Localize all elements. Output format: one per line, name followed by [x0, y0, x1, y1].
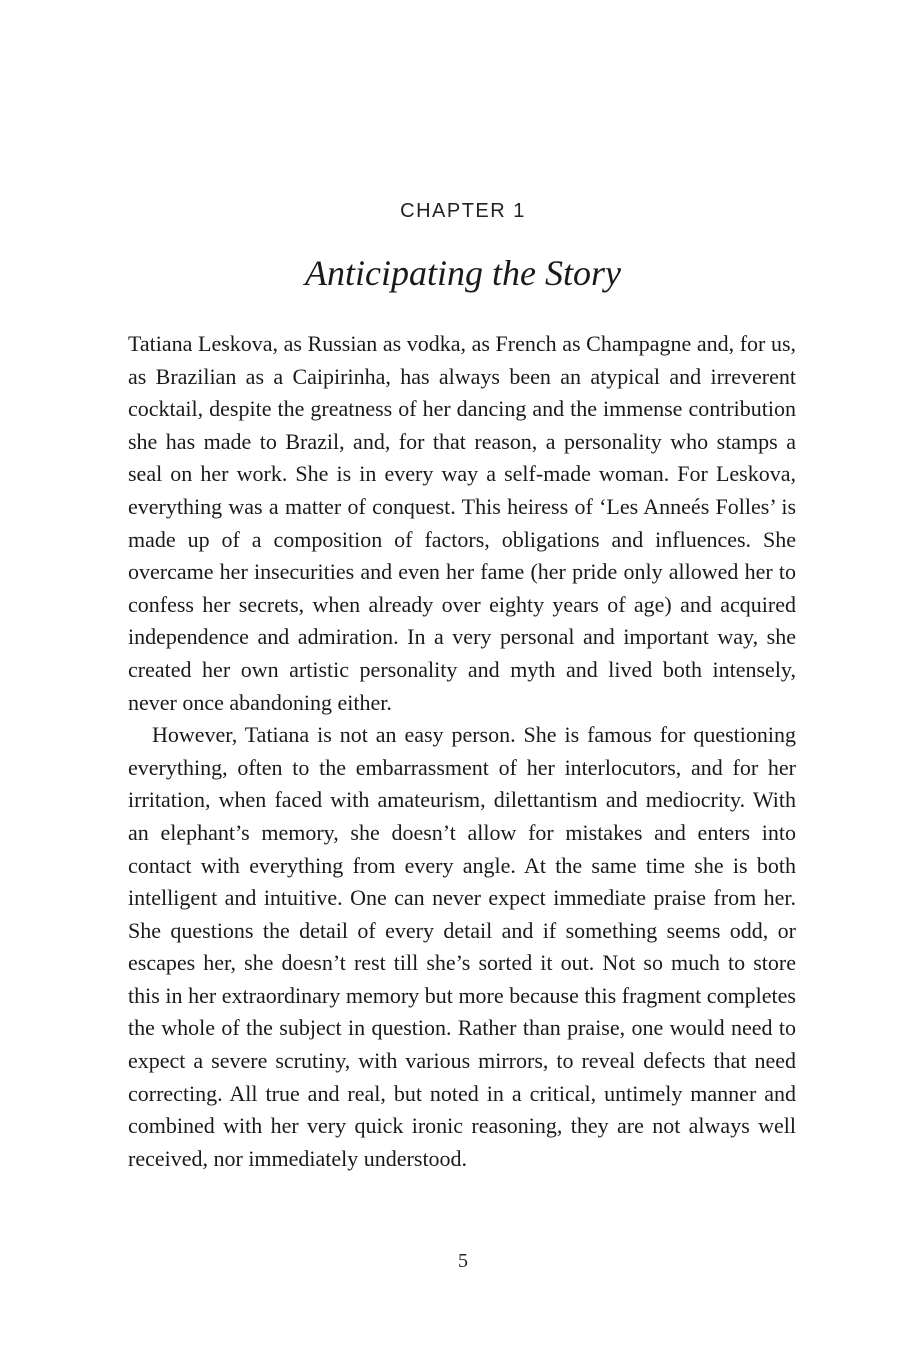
body-text — [128, 328, 796, 1175]
chapter-label: CHAPTER 1 — [400, 200, 526, 222]
paragraph: Tatiana Leskova, as Russian as vodka, as French as Champagne and, for us, as Brazilian as a Caipirinha, has always been an atypical and irreverent cocktail, despite the greatness of her dancing and the immense contribution she has made to Brazil, and, for that reason, a personality who stamps a seal on her work. She is in every way a self-made woman. For Leskova, everything was a matter of conquest. This heiress of ‘Les Anneés Folles’ is made up of a composition of factors, obligations and influences. She overcame her insecurities and even her fame (her pride only allowed her to confess her secrets, when already over eighty years of age) and acquired independence and admiration. In a very personal and important way, she created her own artistic personality and myth and lived both intensely, never once abandoning either. — [128, 331, 796, 715]
chapter-title: Anticipating the Story — [305, 253, 621, 293]
page-number: 5 — [458, 1250, 468, 1272]
paragraph: However, Tatiana is not an easy person. She is famous for questioning everything, often to the embarrassment of her interlocutors, and for her irritation, when faced with amateurism, dilettantism and mediocrity. With an elephant’s memory, she doesn’t allow for mistakes and enters into contact with everything from every angle. At the same time she is both intelligent and intuitive. One can never expect immediate praise from her. She questions the detail of every detail and if something seems odd, or escapes her, she doesn’t rest till she’s sorted it out. Not so much to store this in her extraordinary memory but more because this fragment completes the whole of the subject in question. Rather than praise, one would need to expect a severe scrutiny, with various mirrors, to reveal defects that need correcting. All true and real, but noted in a critical, untimely manner and combined with her very quick ironic reasoning, they are not always well received, nor immediately understood. — [128, 722, 796, 1171]
